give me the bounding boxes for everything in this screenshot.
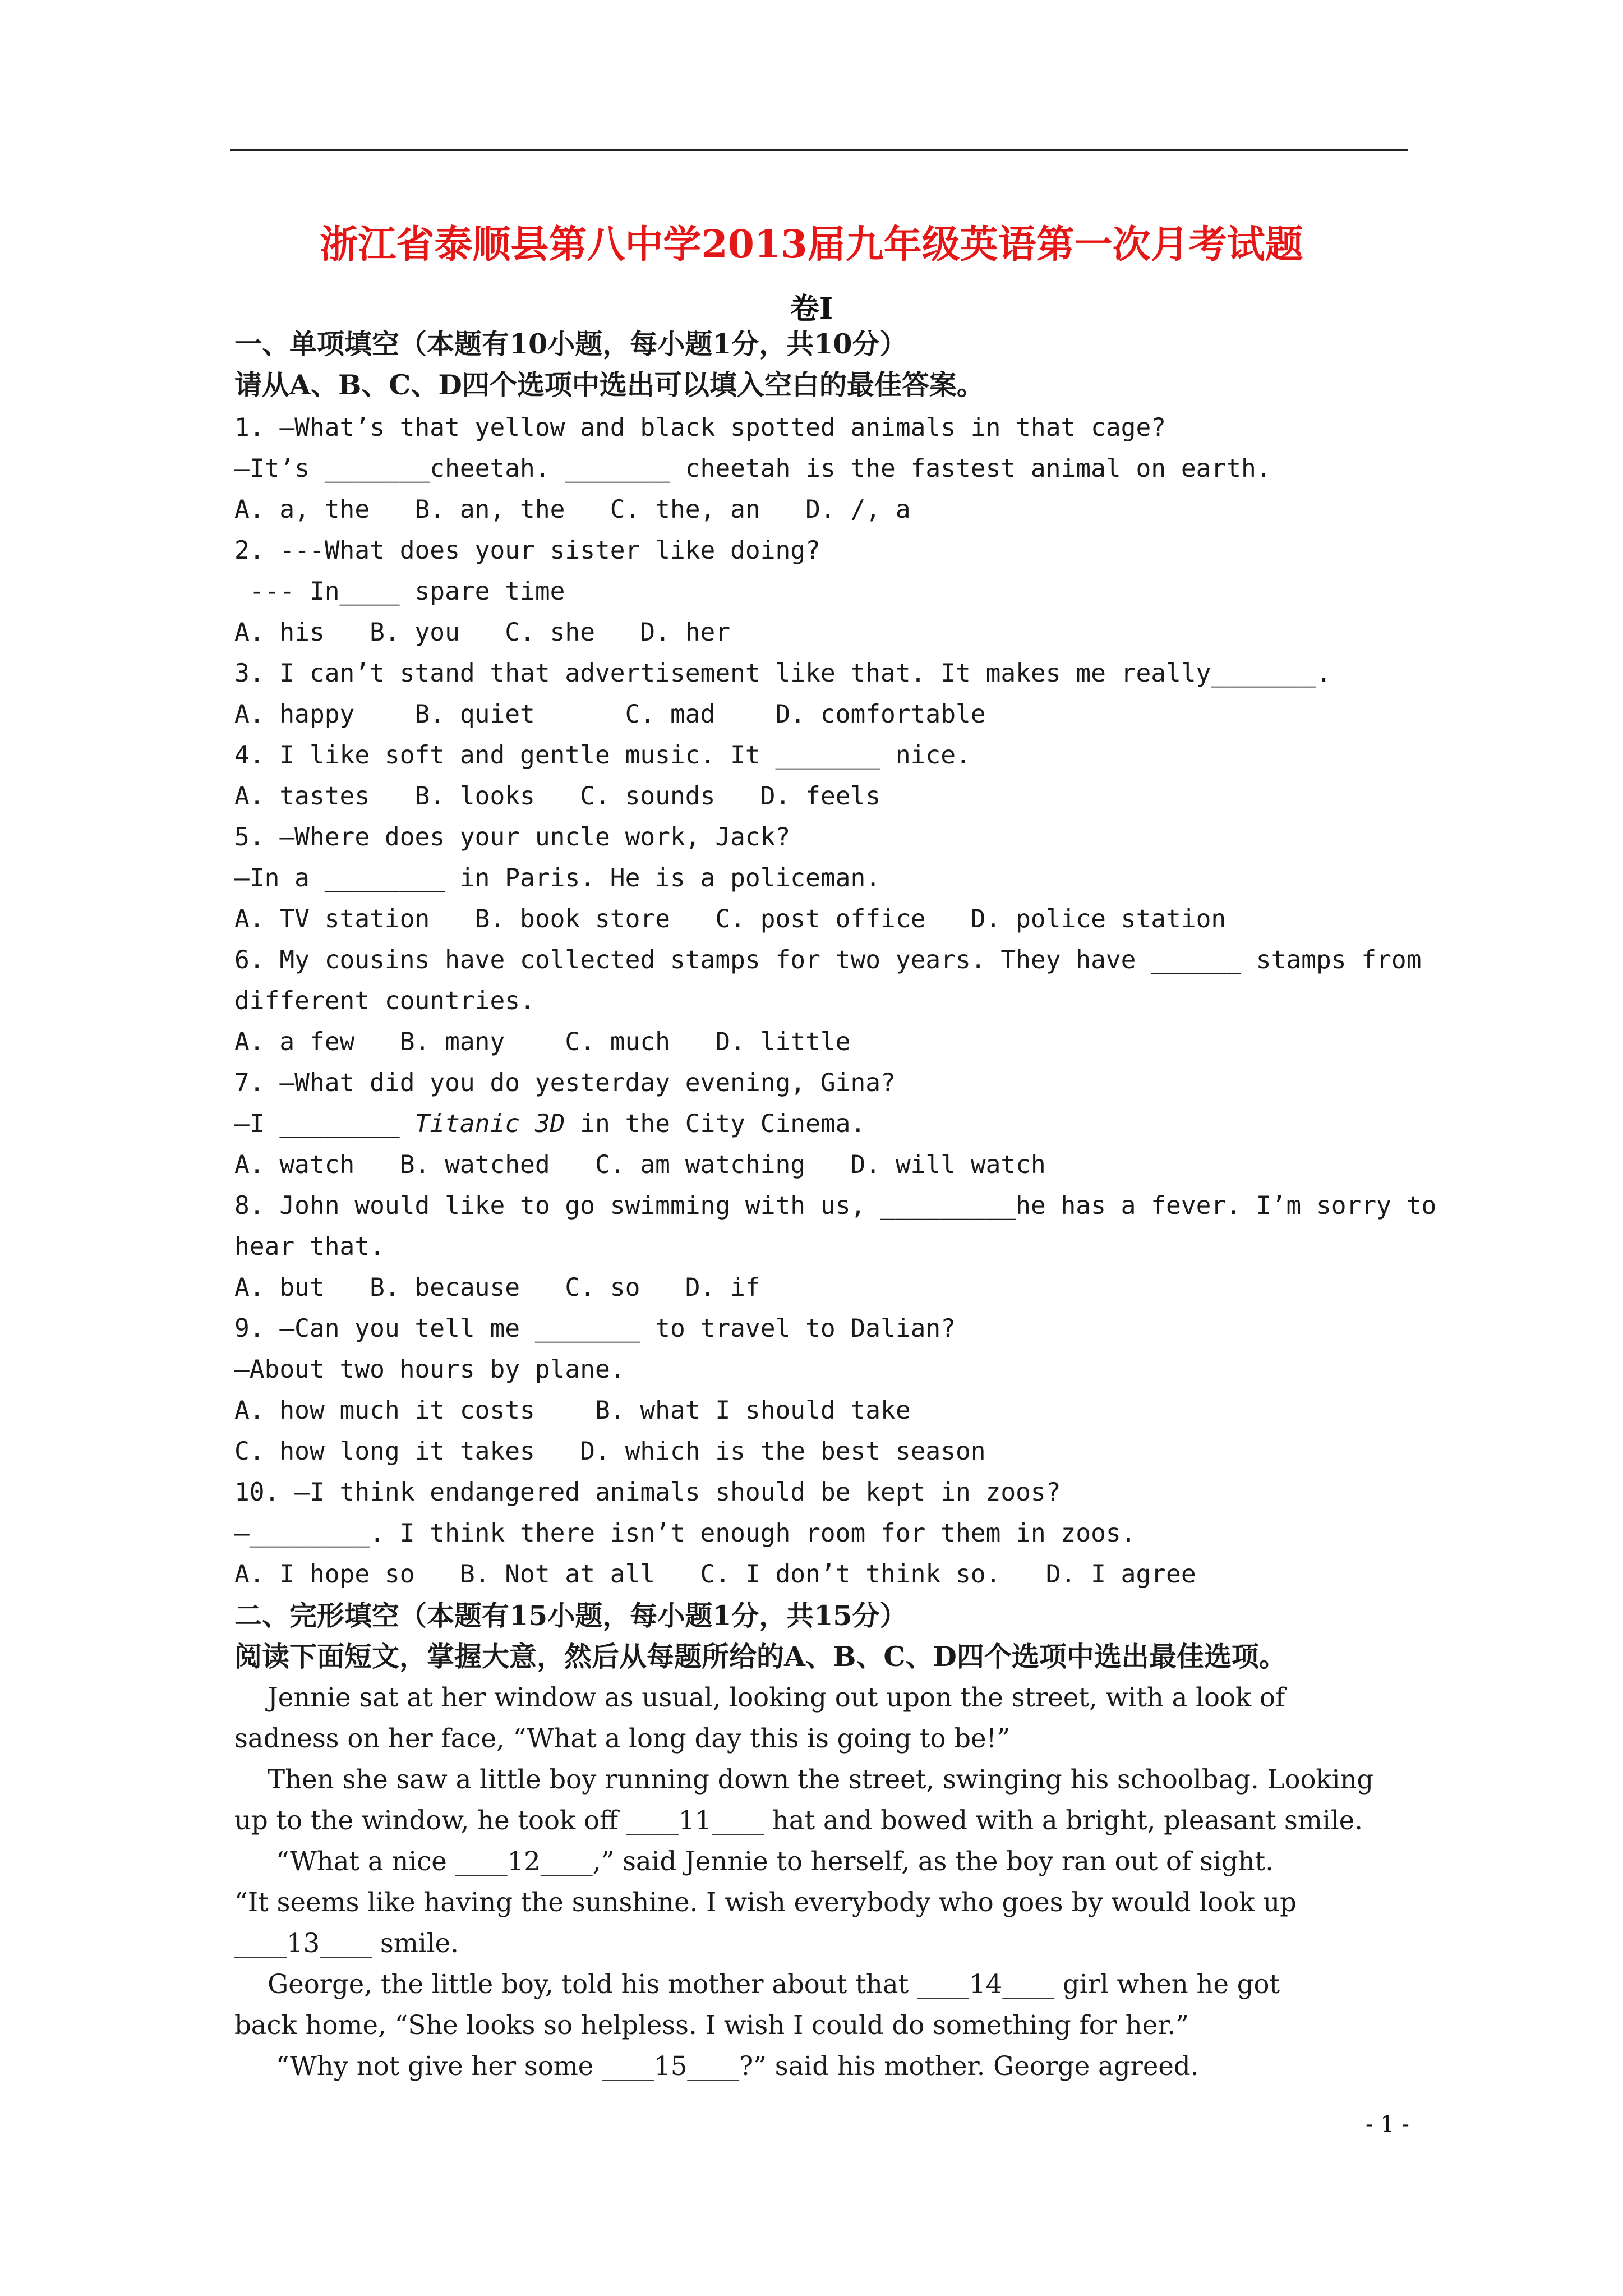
q3-question: 3. I can’t stand that advertisement like that. It makes me really_______. <box>234 659 1331 688</box>
q6-options: A. a few B. many C. much D. little <box>234 1028 851 1056</box>
q5-answer: —In a ________ in Paris. He is a policeman. <box>234 864 881 892</box>
q6-question: 6. My cousins have collected stamps for two years. They have ______ stamps from <box>234 946 1422 974</box>
q6-question-cont: different countries. <box>234 987 535 1015</box>
section-2-instruction: 阅读下面短文，掌握大意，然后从每题所给的A、B、C、D四个选项中选出最佳选项。 <box>234 1640 1287 1673</box>
passage-line: “It seems like having the sunshine. I wish everybody who goes by would look up <box>234 1887 1297 1917</box>
passage-line: “What a nice ____12____,” said Jennie to herself, as the boy ran out of sight. <box>234 1846 1274 1876</box>
header-rule <box>230 149 1408 151</box>
section-2-heading: 二、完形填空（本题有15小题，每小题1分，共15分） <box>234 1599 907 1632</box>
q4-options: A. tastes B. looks C. sounds D. feels <box>234 782 881 811</box>
volume-label: 卷Ⅰ <box>790 292 833 326</box>
q5-question: 5. —Where does your uncle work, Jack? <box>234 823 791 852</box>
q4-question: 4. I like soft and gentle music. It _______ nice. <box>234 741 971 770</box>
q7-movie-title: Titanic 3D <box>414 1110 565 1138</box>
page-number: - 1 - <box>1366 2111 1409 2137</box>
q9-question: 9. —Can you tell me _______ to travel to Dalian? <box>234 1314 956 1343</box>
q5-options: A. TV station B. book store C. post office D. police station <box>234 905 1227 933</box>
q8-question-cont: hear that. <box>234 1232 385 1261</box>
q9-answer: —About two hours by plane. <box>234 1355 625 1384</box>
q10-question: 10. —I think endangered animals should be kept in zoos? <box>234 1478 1061 1507</box>
passage-line: sadness on her face, “What a long day this is going to be!” <box>234 1723 1010 1754</box>
section-1-instruction: 请从A、B、C、D四个选项中选出可以填入空白的最佳答案。 <box>234 369 984 401</box>
q9-options-1: A. how much it costs B. what I should take <box>234 1396 911 1425</box>
q2-question: 2. ---What does your sister like doing? <box>234 536 820 565</box>
q2-answer: --- In____ spare time <box>234 577 565 606</box>
passage-line: up to the window, he took off ____11____ hat and bowed with a bright, pleasant smile. <box>234 1805 1363 1835</box>
passage-line: ____13____ smile. <box>234 1928 459 1958</box>
q1-question: 1. —What’s that yellow and black spotted animals in that cage? <box>234 413 1166 442</box>
q10-answer: —________. I think there isn’t enough room for them in zoos. <box>234 1519 1136 1548</box>
q7-answer <box>234 1107 865 1141</box>
passage-line: “Why not give her some ____15____?” said his mother. George agreed. <box>234 2051 1199 2081</box>
passage-line: back home, “She looks so helpless. I wish I could do something for her.” <box>234 2010 1189 2040</box>
section-1-heading: 一、单项填空（本题有10小题，每小题1分，共10分） <box>234 328 907 360</box>
q3-options: A. happy B. quiet C. mad D. comfortable <box>234 700 986 729</box>
passage-line: Then she saw a little boy running down the street, swinging his schoolbag. Looking <box>234 1764 1374 1795</box>
passage-line: Jennie sat at her window as usual, looking out upon the street, with a look of <box>234 1682 1285 1713</box>
passage-line: George, the little boy, told his mother about that ____14____ girl when he got <box>234 1969 1280 1999</box>
q2-options: A. his B. you C. she D. her <box>234 618 731 647</box>
q7-options: A. watch B. watched C. am watching D. will watch <box>234 1151 1046 1179</box>
q10-options: A. I hope so B. Not at all C. I don’t think so. D. I agree <box>234 1560 1196 1589</box>
q7-answer-pre: —I ________ <box>234 1110 415 1138</box>
q7-question: 7. —What did you do yesterday evening, Gina? <box>234 1069 896 1097</box>
q7-answer-post: in the City Cinema. <box>565 1110 866 1138</box>
exam-title: 浙江省泰顺县第八中学2013届九年级英语第一次月考试题 <box>320 222 1303 267</box>
q9-options-2: C. how long it takes D. which is the best season <box>234 1437 986 1466</box>
q8-question: 8. John would like to go swimming with us, _________he has a fever. I’m sorry to <box>234 1191 1437 1220</box>
q1-options: A. a, the B. an, the C. the, an D. /, a <box>234 495 911 524</box>
q8-options: A. but B. because C. so D. if <box>234 1273 760 1302</box>
q1-answer: —It’s _______cheetah. _______ cheetah is the fastest animal on earth. <box>234 454 1271 483</box>
